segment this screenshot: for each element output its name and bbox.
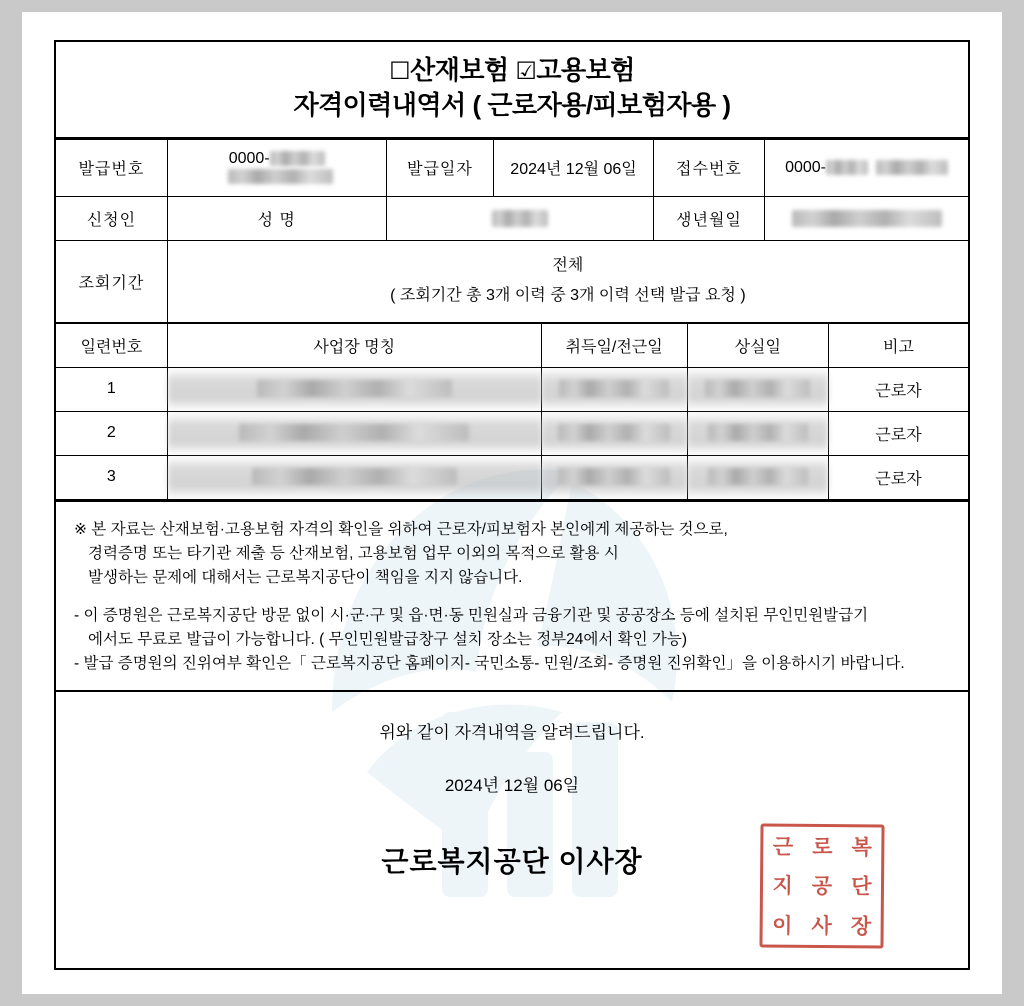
redaction-block (228, 169, 333, 184)
note-line: 발생하는 문제에 대해서는 근로복지공단이 책임을 지지 않습니다. (88, 568, 523, 586)
title-block (56, 42, 968, 139)
note-line: - 발급 증명원의 진위여부 확인은「 근로복지공단 홈페이지- 국민소통- 민원/조회- 증명원 진위확인」을 이용하시기 바랍니다. (74, 654, 905, 672)
history-table (56, 323, 968, 500)
receipt-number-label: 접수번호 (653, 139, 764, 196)
document-paper (22, 12, 1002, 994)
applicant-label: 신청인 (56, 196, 167, 240)
issue-number-prefix: 0000- (228, 149, 270, 167)
checkbox-label-employment-insurance: 고용보험 (536, 55, 635, 85)
column-header-note: 비고 (828, 323, 968, 367)
redaction-block (239, 424, 469, 441)
checkbox-employment-insurance[interactable]: ☑ (515, 58, 537, 85)
row-no: 3 (56, 455, 167, 499)
period-line-1: 전체 (552, 256, 584, 274)
checkbox-label-industrial-accident: 산재보험 (410, 55, 509, 85)
column-header-loss-date: 상실일 (687, 323, 828, 367)
note-line: - 이 증명원은 근로복지공단 방문 없이 시·군·구 및 읍·면·동 민원실과 금융기관 및 공공장소 등에 설치된 무인민원발급기 (74, 606, 869, 624)
period-label: 조회기간 (56, 240, 167, 322)
row-loss-date (687, 411, 828, 455)
redaction-block (792, 210, 942, 227)
issue-date-value: 2024년 12월 06일 (494, 139, 654, 196)
redaction-block (257, 380, 452, 397)
row-no: 1 (56, 367, 167, 411)
official-seal-stamp (759, 823, 884, 948)
redaction-block (558, 468, 670, 485)
redaction-block (705, 380, 810, 397)
table-row (56, 455, 968, 499)
issue-number-label: 발급번호 (56, 139, 167, 196)
redaction-block (558, 424, 670, 441)
redaction-block (708, 468, 808, 485)
table-row (56, 139, 968, 196)
seal-char: 이 (772, 912, 793, 938)
redaction-block (270, 151, 325, 166)
column-header-acquire-date: 취득일/전근일 (541, 323, 687, 367)
certificate-body (54, 40, 970, 970)
applicant-name-label: 성 명 (167, 196, 386, 240)
row-acquire-date (541, 455, 687, 499)
row-loss-date (687, 455, 828, 499)
document-title: 자격이력내역서 ( 근로자용/피보험자용 ) (293, 90, 731, 120)
receipt-number-prefix: 0000- (785, 158, 826, 176)
redaction-block (708, 424, 808, 441)
note-line: 경력증명 또는 타기관 제출 등 산재보험, 고용보험 업무 이외의 목적으로 활용 시 (88, 544, 619, 562)
row-acquire-date (541, 411, 687, 455)
row-note: 근로자 (828, 367, 968, 411)
checkbox-industrial-accident[interactable]: ☐ (389, 58, 411, 85)
footer-section (56, 692, 968, 968)
receipt-number-value (765, 139, 968, 196)
applicant-birth-label: 생년월일 (653, 196, 764, 240)
seal-char: 공 (811, 873, 833, 899)
seal-char: 로 (812, 833, 833, 859)
row-no: 2 (56, 411, 167, 455)
issue-number-value (167, 139, 386, 196)
table-row (56, 367, 968, 411)
redaction-block (492, 210, 548, 227)
redaction-block (876, 160, 948, 175)
column-header-no: 일련번호 (56, 323, 167, 367)
issue-date-label: 발급일자 (386, 139, 494, 196)
seal-char: 단 (851, 873, 872, 899)
period-value (167, 240, 968, 322)
applicant-name-value (386, 196, 653, 240)
footer-date: 2024년 12월 06일 (444, 775, 580, 795)
history-table-header (56, 323, 968, 367)
seal-char: 사 (811, 912, 832, 938)
row-loss-date (687, 367, 828, 411)
column-header-workplace: 사업장 명칭 (167, 323, 541, 367)
seal-char: 근 (772, 833, 794, 859)
redaction-block (826, 160, 868, 175)
redaction-block (559, 380, 669, 397)
note-line: ※ 본 자료는 산재보험·고용보험 자격의 확인을 위하여 근로자/피보험자 본인에게 제공하는 것으로, (74, 520, 728, 538)
table-row (56, 196, 968, 240)
table-row (56, 240, 968, 322)
note-line: 에서도 무료로 발급이 가능합니다. ( 무인민원발급창구 설치 장소는 정부24에서 확인 가능) (88, 630, 687, 648)
row-workplace (167, 411, 541, 455)
seal-char: 지 (772, 872, 793, 898)
footer-statement: 위와 같이 자격내역을 알려드립니다. (379, 722, 645, 742)
seal-char: 장 (850, 912, 872, 938)
period-line-2: ( 조회기간 총 3개 이력 중 3개 이력 선택 발급 요청 ) (390, 287, 746, 305)
notes-section (56, 500, 968, 692)
row-note: 근로자 (828, 455, 968, 499)
row-acquire-date (541, 367, 687, 411)
applicant-birth-value (765, 196, 968, 240)
seal-char: 복 (851, 834, 872, 860)
insurance-type-row (56, 54, 968, 87)
row-note: 근로자 (828, 411, 968, 455)
redaction-block (252, 468, 457, 485)
table-row (56, 411, 968, 455)
header-info-table (56, 139, 968, 323)
row-workplace (167, 367, 541, 411)
issuing-organization: 근로복지공단 이사장 (381, 845, 643, 877)
row-workplace (167, 455, 541, 499)
